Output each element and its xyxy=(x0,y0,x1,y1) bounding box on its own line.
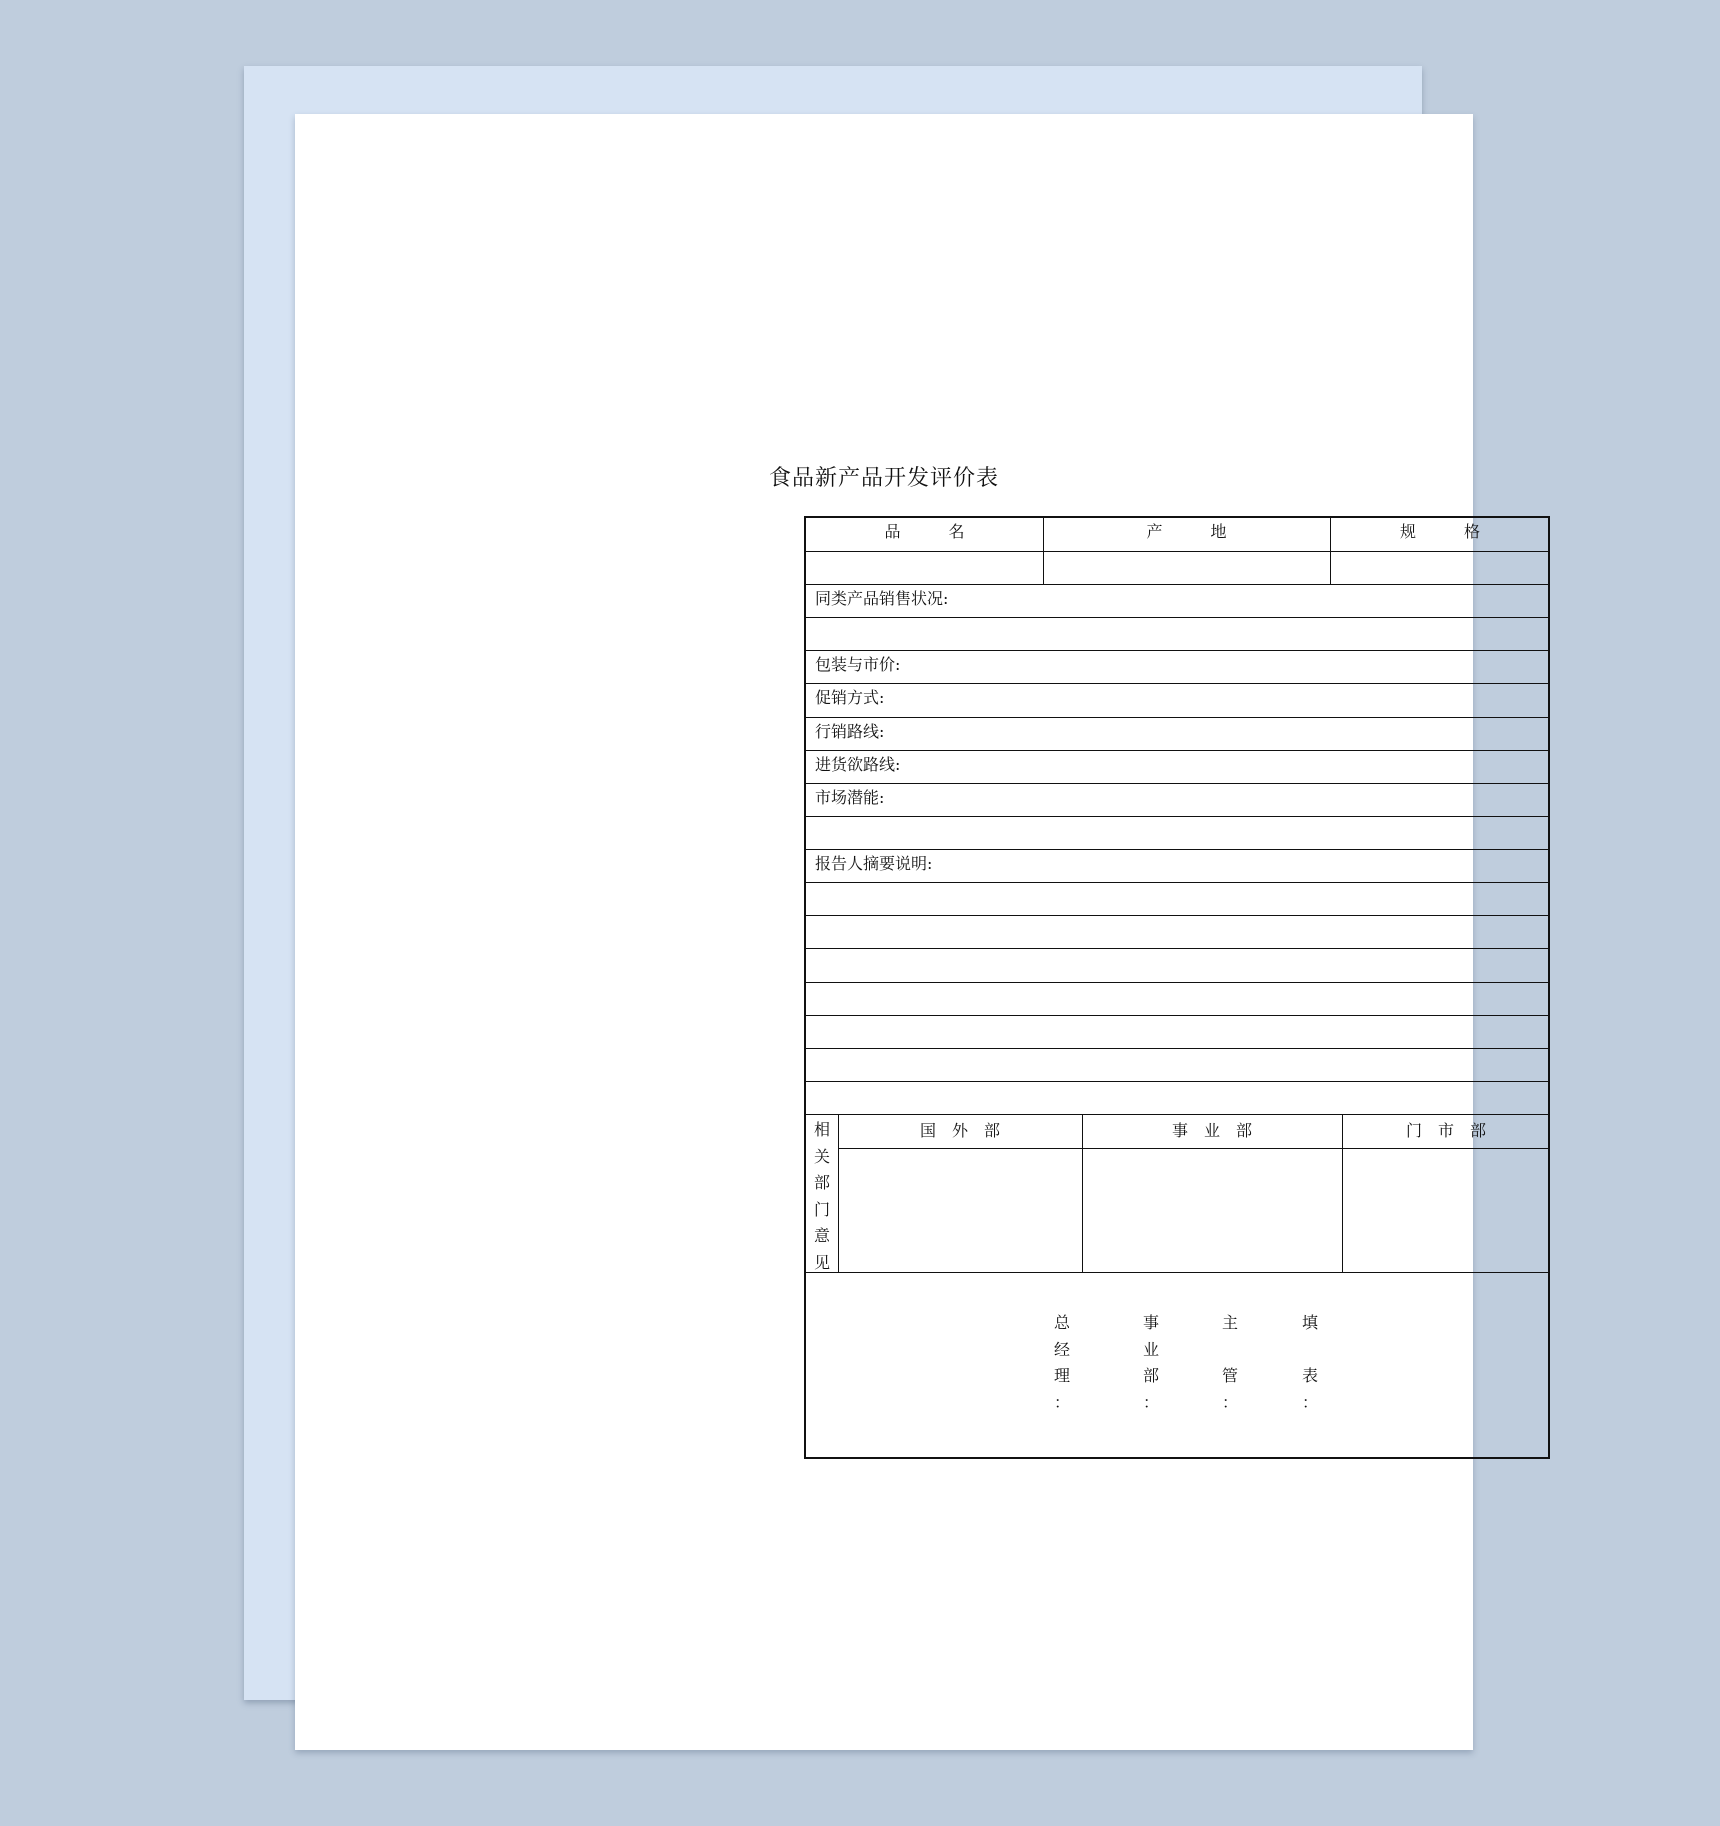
document-title: 食品新产品开发评价表 xyxy=(768,466,999,491)
sig-char xyxy=(1290,1337,1330,1364)
dept-retail-header: 门 市 部 xyxy=(1405,1121,1486,1140)
evaluation-form-table xyxy=(804,516,1550,1459)
side-label-char: 关 xyxy=(813,1146,830,1166)
side-label-char: 意 xyxy=(813,1226,830,1245)
signature-supervisor xyxy=(1210,1310,1250,1416)
header-product-name: 品 名 xyxy=(884,522,965,541)
label-reporter-summary: 报告人摘要说明: xyxy=(815,854,933,873)
label-market-potential: 市场潜能: xyxy=(815,788,885,807)
row-divider xyxy=(806,551,1548,552)
row-divider xyxy=(806,816,1548,817)
row-divider xyxy=(806,783,1548,784)
sig-char: 业 xyxy=(1142,1339,1159,1359)
label-marketing-channel: 行销路线: xyxy=(815,722,885,741)
row-divider xyxy=(806,617,1548,618)
label-promotion: 促销方式: xyxy=(815,688,885,707)
side-label-char: 部 xyxy=(813,1173,830,1192)
label-packaging-price: 包装与市价: xyxy=(815,655,901,674)
row-divider xyxy=(806,584,1548,585)
sig-char: 经 xyxy=(1053,1339,1070,1359)
dept-header-divider xyxy=(838,1148,1548,1149)
sig-char: 理 xyxy=(1053,1366,1070,1385)
front-paper-sheet xyxy=(295,114,1486,1750)
sig-char: 主 xyxy=(1221,1313,1238,1332)
sig-char: ： xyxy=(1142,1392,1159,1412)
sig-char: 表 xyxy=(1301,1366,1318,1385)
label-competitor-sales: 同类产品销售状况: xyxy=(815,589,949,608)
row-divider xyxy=(806,750,1548,751)
signature-filled-by xyxy=(1290,1310,1330,1416)
label-purchase-channel: 进货欲路线: xyxy=(815,755,901,774)
row-divider xyxy=(806,1114,1548,1115)
row-divider xyxy=(806,683,1548,684)
row-divider xyxy=(806,1048,1548,1049)
dept-business-header: 事 业 部 xyxy=(1171,1121,1252,1140)
row-divider xyxy=(806,915,1548,916)
dept-foreign-header: 国 外 部 xyxy=(919,1121,1000,1140)
row-divider xyxy=(806,849,1548,850)
row-divider xyxy=(806,650,1548,651)
signature-area xyxy=(806,1272,1548,1457)
row-divider xyxy=(806,1015,1548,1016)
side-label-char: 相 xyxy=(813,1120,830,1139)
sig-char: 管 xyxy=(1221,1366,1238,1385)
signature-business-dept xyxy=(1131,1310,1171,1416)
sig-char: 部 xyxy=(1142,1366,1159,1385)
row-divider xyxy=(806,948,1548,949)
row-divider xyxy=(806,982,1548,983)
row-divider xyxy=(806,882,1548,883)
header-origin: 产 地 xyxy=(1146,522,1227,541)
row-divider xyxy=(806,717,1548,718)
signature-general-manager xyxy=(1042,1310,1082,1416)
sig-char: 事 xyxy=(1142,1313,1159,1332)
sig-char: ： xyxy=(1053,1392,1070,1412)
sig-char xyxy=(1210,1337,1250,1364)
header-spec: 规 格 xyxy=(1399,522,1480,541)
sig-char: ： xyxy=(1301,1392,1318,1412)
sig-char: 填 xyxy=(1301,1313,1318,1332)
side-label-char: 见 xyxy=(813,1252,830,1272)
related-departments-label xyxy=(806,1117,838,1276)
sig-char: ： xyxy=(1221,1392,1238,1412)
sig-char: 总 xyxy=(1053,1313,1070,1332)
row-divider xyxy=(806,1081,1548,1082)
side-label-char: 门 xyxy=(813,1199,830,1219)
